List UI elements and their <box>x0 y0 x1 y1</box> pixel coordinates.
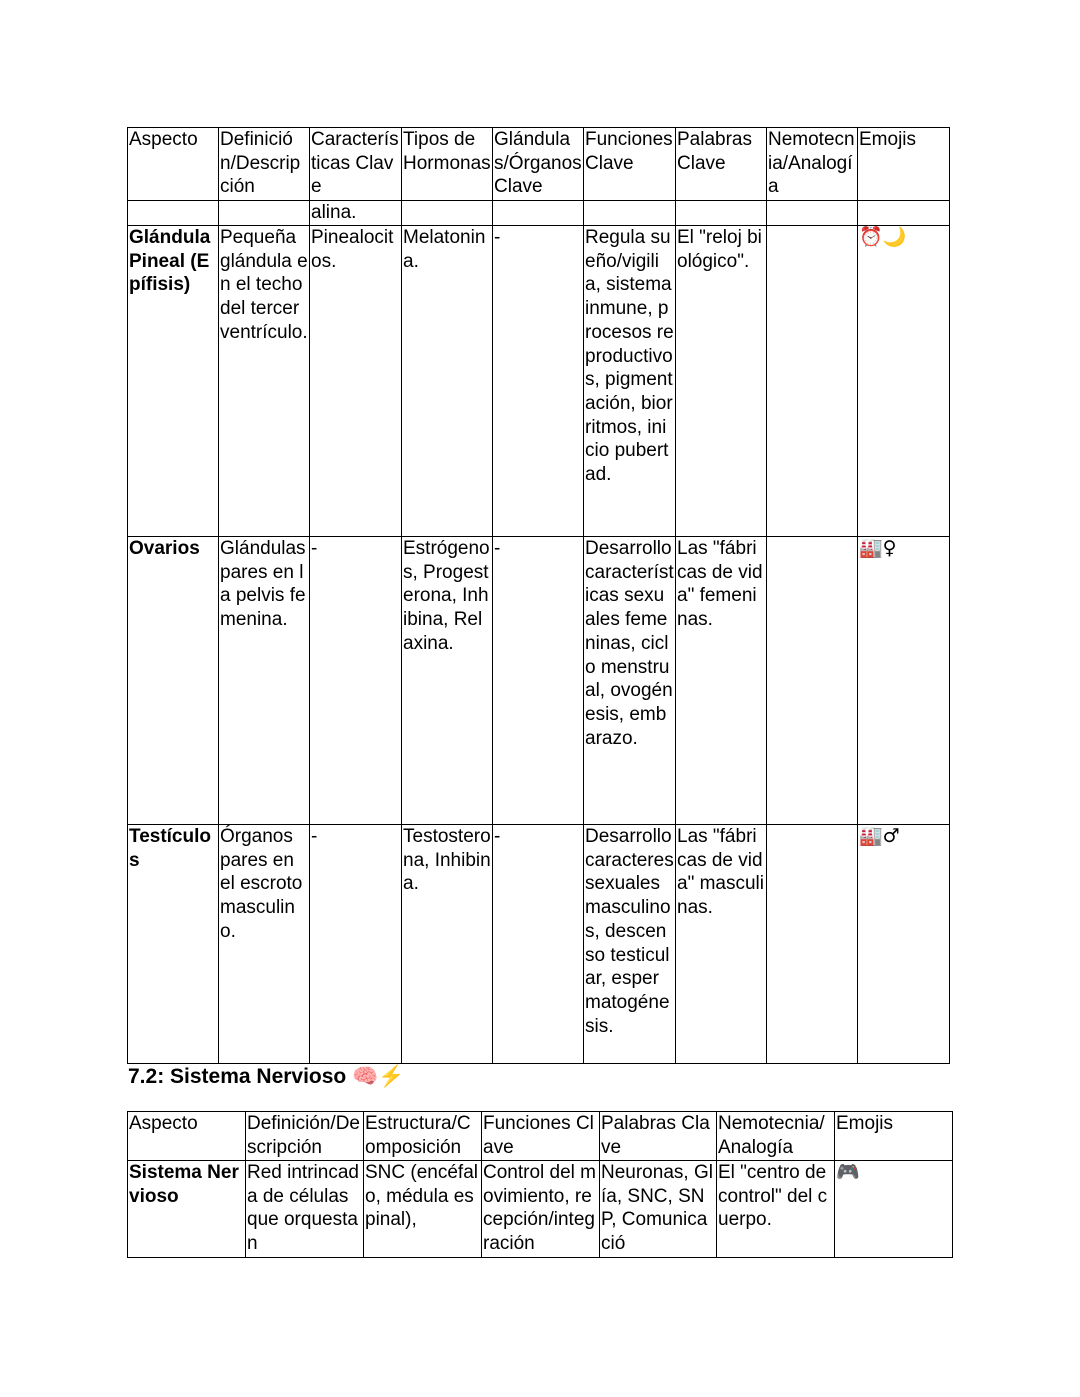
table-cell: Control del movimiento, recepción/integración <box>482 1161 600 1258</box>
row-label: Sistema Nervioso <box>128 1161 246 1258</box>
endocrine-table <box>127 127 950 1064</box>
table-cell <box>219 201 310 226</box>
table-row <box>128 825 950 1064</box>
table-cell <box>676 201 767 226</box>
table-cell: Las "fábricas de vida" femeninas. <box>676 537 767 825</box>
table-cell: El "reloj biológico". <box>676 226 767 537</box>
table-cell: Estrógenos, Progesterona, Inhibina, Relaxina. <box>402 537 493 825</box>
table-cell: Neuronas, Glía, SNC, SNP, Comunicació <box>600 1161 717 1258</box>
table-row <box>128 1161 953 1258</box>
header-cell: Características Clave <box>310 128 402 201</box>
table-cell <box>402 201 493 226</box>
table-cell: Pinealocitos. <box>310 226 402 537</box>
header-cell: Aspecto <box>128 128 219 201</box>
row-label: Glándula Pineal (Epífisis) <box>128 226 219 537</box>
table-cell: Testosterona, Inhibina. <box>402 825 493 1064</box>
header-cell: Definición/Descripción <box>246 1112 364 1161</box>
table-cell: - <box>493 226 584 537</box>
section-title: 7.2: Sistema Nervioso 🧠⚡ <box>128 1065 405 1088</box>
header-cell: Palabras Clave <box>600 1112 717 1161</box>
table-cell: Desarrollo caracteres sexuales masculinos, descenso testicular, espermatogénesis. <box>584 825 676 1064</box>
table-row <box>128 226 950 537</box>
table-cell: SNC (encéfalo, médula espinal), <box>364 1161 482 1258</box>
header-cell: Definición/Descripción <box>219 128 310 201</box>
table-cell: Red intrincada de células que orquestan <box>246 1161 364 1258</box>
table-cell: El "centro de control" del cuerpo. <box>717 1161 835 1258</box>
table-cell <box>128 201 219 226</box>
table-cell: Regula sueño/vigilia, sistema inmune, procesos reproductivos, pigmentación, biorritmos, inicio pubertad. <box>584 226 676 537</box>
table-cell: - <box>310 537 402 825</box>
table-cell <box>858 201 950 226</box>
table-cell <box>767 825 858 1064</box>
row-label: Ovarios <box>128 537 219 825</box>
header-cell: Nemotecnia/Analogía <box>767 128 858 201</box>
table-cell: - <box>493 537 584 825</box>
table-header-row <box>128 128 950 201</box>
row-label: Testículos <box>128 825 219 1064</box>
header-cell: Glándulas/Órganos Clave <box>493 128 584 201</box>
header-cell: Palabras Clave <box>676 128 767 201</box>
table-row <box>128 537 950 825</box>
header-cell: Emojis <box>835 1112 953 1161</box>
header-cell: Emojis <box>858 128 950 201</box>
emoji-cell: 🏭♂ <box>858 825 950 1064</box>
header-cell: Funciones Clave <box>482 1112 600 1161</box>
nervous-system-table <box>127 1111 953 1258</box>
table-cell: Desarrollo características sexuales femeninas, ciclo menstrual, ovogénesis, embarazo. <box>584 537 676 825</box>
table-cell: Glándulas pares en la pelvis femenina. <box>219 537 310 825</box>
table-cell: Pequeña glándula en el techo del tercer ventrículo. <box>219 226 310 537</box>
table-cell <box>767 537 858 825</box>
table-cell <box>767 201 858 226</box>
header-cell: Estructura/Composición <box>364 1112 482 1161</box>
table-cell <box>767 226 858 537</box>
emoji-cell: ⏰🌙 <box>858 226 950 537</box>
table-cell <box>493 201 584 226</box>
emoji-cell: 🏭♀ <box>858 537 950 825</box>
table-cell: Las "fábricas de vida" masculinas. <box>676 825 767 1064</box>
table-cell: - <box>493 825 584 1064</box>
header-cell: Nemotecnia/Analogía <box>717 1112 835 1161</box>
table-cell: Órganos pares en el escroto masculino. <box>219 825 310 1064</box>
header-cell: Funciones Clave <box>584 128 676 201</box>
header-cell: Tipos de Hormonas <box>402 128 493 201</box>
table-header-row <box>128 1112 953 1161</box>
emoji-cell: 🎮 <box>835 1161 953 1258</box>
table-row <box>128 201 950 226</box>
table-cell: - <box>310 825 402 1064</box>
table-cell: Melatonina. <box>402 226 493 537</box>
header-cell: Aspecto <box>128 1112 246 1161</box>
table-cell <box>584 201 676 226</box>
table-cell: alina. <box>310 201 402 226</box>
